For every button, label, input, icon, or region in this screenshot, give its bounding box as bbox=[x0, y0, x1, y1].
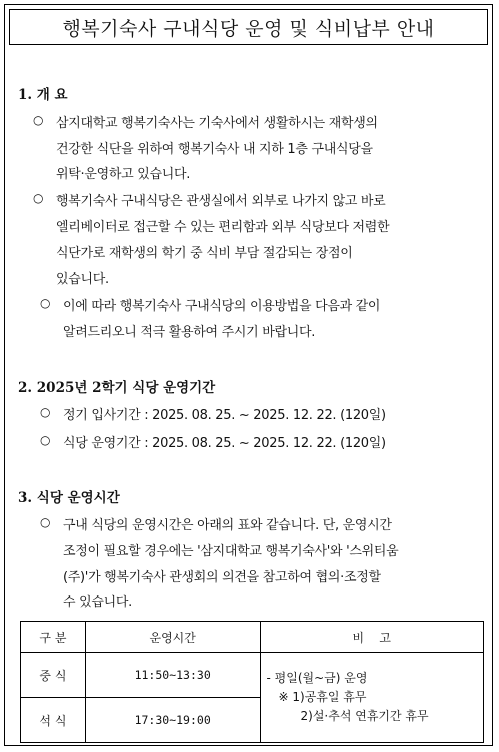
header-remarks-label: 비 고 bbox=[352, 630, 391, 645]
table-header-row bbox=[21, 622, 484, 653]
bullet-icon: ○ bbox=[40, 433, 51, 447]
section-1-text: 알려드리오니 적극 활용하여 주시기 바랍니다. bbox=[63, 325, 316, 340]
section-3-text: 조정이 필요할 경우에는 '삼지대학교 행복기숙사'와 '스위티움 bbox=[63, 544, 399, 559]
meal-time-dinner: 17:30~19:00 bbox=[85, 698, 260, 743]
bullet-icon: ○ bbox=[40, 405, 51, 419]
operation-period-line: 정기 입사기간 : 2025. 08. 25. ~ 2025. 12. 22. (120일) bbox=[63, 408, 386, 423]
meal-schedule-table bbox=[20, 621, 484, 743]
remarks-cell bbox=[260, 653, 483, 743]
remarks-line: 2)설·추석 연휴기간 휴무 bbox=[300, 709, 429, 723]
header-operating-hours: 운영시간 bbox=[85, 622, 260, 653]
table-row bbox=[21, 653, 484, 698]
document-title: 행복기숙사 구내식당 운영 및 식비납부 안내 bbox=[9, 9, 488, 45]
section-3-text: (주)'가 행복기숙사 관생회의 의견을 참고하여 협의·조정할 bbox=[63, 570, 381, 585]
bullet-icon: ○ bbox=[40, 296, 51, 310]
section-1-text: 있습니다. bbox=[56, 272, 109, 287]
section-2-heading: 2. 2025년 2학기 식당 운영기간 bbox=[18, 380, 216, 396]
section-1-text: 식단가로 재학생의 학기 중 식비 부담 절감되는 장점이 bbox=[56, 246, 353, 261]
meal-time-lunch: 11:50~13:30 bbox=[85, 653, 260, 698]
bullet-icon: ○ bbox=[33, 191, 44, 205]
section-1-text: 엘리베이터로 접근할 수 있는 편리함과 외부 식당보다 저렴한 bbox=[56, 220, 390, 235]
section-1-text: 건강한 식단을 위하여 행복기숙사 내 지하 1층 구내식당을 bbox=[56, 142, 373, 157]
meal-name-dinner: 석 식 bbox=[21, 698, 86, 743]
bullet-icon: ○ bbox=[40, 515, 51, 529]
bullet-icon: ○ bbox=[33, 113, 44, 127]
section-1-text: 행복기숙사 구내식당은 관생실에서 외부로 나가지 않고 바로 bbox=[56, 194, 386, 209]
operation-period-line: 식당 운영기간 : 2025. 08. 25. ~ 2025. 12. 22. (120일) bbox=[63, 436, 386, 451]
section-1-text: 위탁·운영하고 있습니다. bbox=[56, 167, 191, 182]
header-remarks bbox=[260, 622, 483, 653]
section-1-text: 이에 따라 행복기숙사 구내식당의 이용방법을 다음과 같이 bbox=[63, 299, 381, 314]
meal-name-lunch: 중 식 bbox=[21, 653, 86, 698]
section-1-heading: 1. 개 요 bbox=[18, 87, 68, 103]
section-3-text: 수 있습니다. bbox=[63, 595, 132, 610]
section-1-text: 삼지대학교 행복기숙사는 기숙사에서 생활하시는 재학생의 bbox=[56, 116, 378, 131]
header-category: 구 분 bbox=[21, 622, 86, 653]
section-3-heading: 3. 식당 운영시간 bbox=[18, 490, 120, 506]
remarks-line: ※ 1)공휴일 휴무 bbox=[278, 690, 367, 704]
section-3-text: 구내 식당의 운영시간은 아래의 표와 같습니다. 단, 운영시간 bbox=[63, 518, 392, 533]
notice-document bbox=[4, 4, 493, 746]
remarks-line: - 평일(월~금) 운영 bbox=[266, 671, 368, 685]
